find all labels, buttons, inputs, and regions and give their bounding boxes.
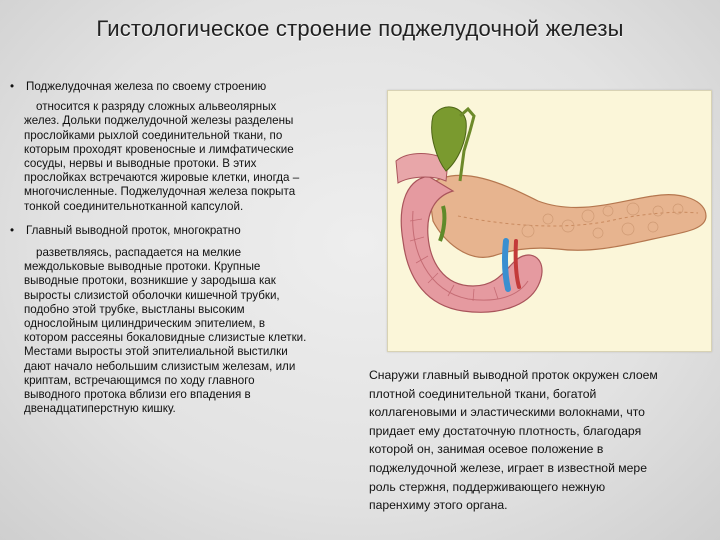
text-line: разветвляясь, распадается на мелкие [36, 246, 242, 260]
bullet-marker: • [10, 223, 15, 237]
text-line: коллагеновыми и эластическими волокнами, что [369, 405, 645, 420]
text-line: выросты слизистой оболочки кишечной трубки, [24, 288, 280, 302]
text-line: прослойками рыхлой соединительной ткани, по [24, 128, 283, 142]
text-line: которым проходят кровеносные и лимфатические [24, 142, 294, 156]
text-line: выводные протоки, возникшие у зародыша как [24, 274, 276, 288]
text-line: поджелудочной железе, играет в известной мере [369, 460, 647, 475]
paragraph-1-body [8, 100, 366, 214]
pancreas-body [428, 175, 706, 257]
text-line: криптам, встречающимся по ходу главного [24, 373, 255, 387]
text-line: придает ему достаточную плотность, благодаря [369, 423, 642, 438]
text-line: котором рассеяны бокаловидные слизистые клетки. [24, 331, 307, 345]
right-text-column [369, 366, 717, 515]
text-line: желез. Дольки поджелудочной железы разделены [24, 114, 294, 128]
text-line: роль стержня, поддерживающего нежную [369, 479, 606, 494]
text-line: дают начало небольшим слизистым железам, или [24, 359, 296, 373]
left-text-column [8, 80, 366, 416]
text-line: относится к разряду сложных альвеолярных [36, 100, 277, 114]
bullet-marker: • [10, 80, 15, 93]
paragraph-1-first-line: Поджелудочная железа по своему строению [26, 80, 267, 93]
pancreas-illustration [387, 90, 712, 352]
text-line: плотной соединительной ткани, богатой [369, 386, 597, 401]
text-line: подобно этой трубке, выстланы высоким [24, 302, 245, 316]
text-line: сосуды, нервы и выводные протоки. В этих [24, 157, 257, 171]
text-line: междольковые выводные протоки. Крупные [24, 260, 261, 274]
text-line: выводного протока вблизи его впадения в [24, 388, 251, 402]
text-line: паренхиму этого органа. [369, 498, 508, 513]
text-line: которой он, занимая осевое положение в [369, 442, 604, 457]
bullet-paragraph-1 [8, 80, 366, 94]
text-line: многочисленные. Поджелудочная железа покрыта [24, 185, 296, 199]
text-line: Местами выросты этой эпителиальной выстилки [24, 345, 288, 359]
slide-title: Гистологическое строение поджелудочной железы [96, 16, 624, 41]
text-line: прослойках встречаются жировые клетки, иногда – [24, 171, 300, 185]
text-line: однослойным цилиндрическим эпителием, в [24, 317, 266, 331]
text-line: Снаружи главный выводной проток окружен слоем [369, 368, 658, 382]
text-line: тонкой соединительнотканной капсулой. [24, 199, 244, 213]
portal-vein [505, 241, 508, 289]
text-line: двенадцатиперстную кишку. [24, 402, 176, 416]
paragraph-2-body [8, 246, 366, 416]
bullet-paragraph-2 [8, 224, 366, 238]
paragraph-2-first-line: Главный выводной проток, многократно [26, 223, 241, 237]
